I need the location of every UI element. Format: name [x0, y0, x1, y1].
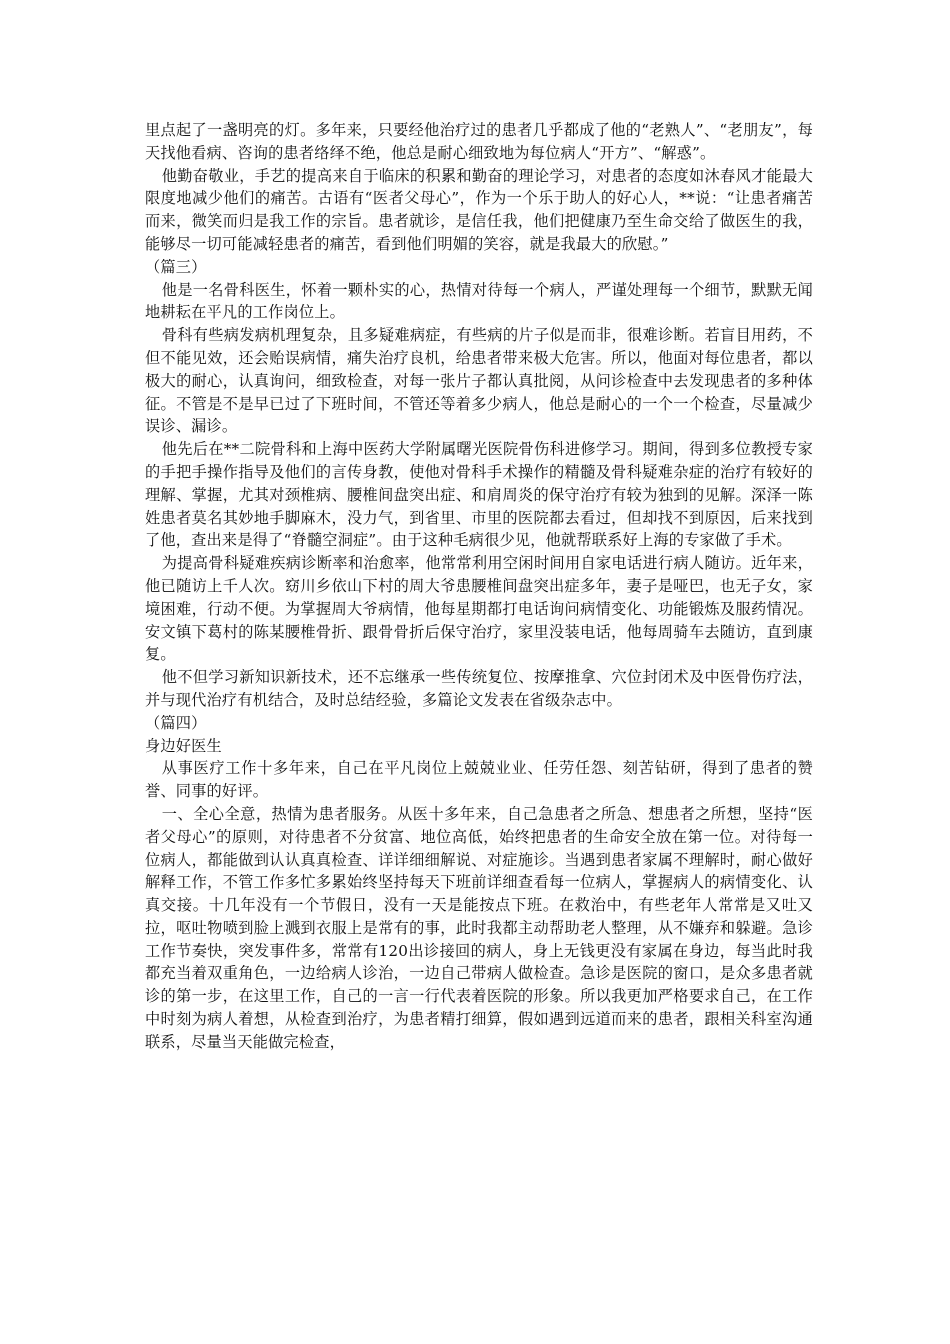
paragraph-career-intro: 从事医疗工作十多年来，自己在平凡岗位上兢兢业业、任劳任怨、刻苦钻研，得到了患者的赞誉、同事的好评。	[145, 759, 813, 801]
paragraph-follow-up: 为提高骨科疑难疾病诊断率和治愈率，他常常利用空闲时间用自家电话进行病人随访。近年来，他已随访上千人次。窈川乡依山下村的周大爷患腰椎间盘突出症多年，妻子是哑巴，也无子女，家境困难，行动不便。为掌握周大爷病情，他每星期都打电话询问病情变化、功能锻炼及服药情况。安文镇下葛村的陈某腰椎骨折、跟骨骨折后保守治疗，家里没装电话，他每周骑车去随访，直到康复。	[145, 554, 813, 664]
document-body	[145, 119, 813, 1054]
section-heading-part-three: （篇三）	[145, 257, 207, 276]
paragraph-traditional-methods: 他不但学习新知识新技术，还不忘继承一些传统复位、按摩推拿、穴位封闭术及中医骨伤疗法，并与现代治疗有机结合，及时总结经验，多篇论文发表在省级杂志中。	[145, 668, 813, 709]
paragraph-complex-cases: 骨科有些病发病机理复杂，且多疑难病症，有些病的片子似是而非，很难诊断。若盲目用药，不但不能见效，还会贻误病情，痛失治疗良机，给患者带来极大危害。所以，他面对每位患者，都以极大的耐心，认真询问，细致检查，对每一张片子都认真批阅，从问诊检查中去发现患者的多种体征。不管是不是早已过了下班时间，不管还等着多少病人，他总是耐心的一个一个检查，尽量减少误诊、漏诊。	[145, 326, 813, 436]
paragraph-serve-patients: 一、全心全意，热情为患者服务。从医十多年来，自己急患者之所急、想患者之所想，坚持“医者父母心”的原则，对待患者不分贫富、地位高低，始终把患者的生命安全放在第一位。对待每一位病人，都能做到认认真真检查、详详细细解说、对症施诊。当遇到患者家属不理解时，耐心做好解释工作，不管工作多忙多累始终坚持每天下班前详细查看每一位病人，掌握病人的病情变化、认真交接。十几年没有一个节假日，没有一天是能按点下班。在救治中，有些老年人常常是又吐又拉，呕吐物喷到脸上溅到衣服上是常有的事，此时我都主动帮助老人整理，从不嫌弃和躲避。急诊工作节奏快，突发事件多，常常有120出诊接回的病人，身上无钱更没有家属在身边，每当此时我都充当着双重角色，一边给病人诊治，一边自己带病人做检查。急诊是医院的窗口，是众多患者就诊的第一步，在这里工作，自己的一言一行代表着医院的形象。所以我更加严格要求自己，在工作中时刻为病人着想，从检查到治疗，为患者精打细算，假如遇到远道而来的患者，跟相关科室沟通联系，尽量当天能做完检查，	[145, 804, 813, 1051]
paragraph-training: 他先后在**二院骨科和上海中医药大学附属曙光医院骨伤科进修学习。期间，得到多位教授专家的手把手操作指导及他们的言传身教，使他对骨科手术操作的精髓及骨科疑难杂症的治疗有较好的理解、掌握，尤其对颈椎病、腰椎间盘突出症、和肩周炎的保守治疗有较为独到的见解。深泽一陈姓患者莫名其妙地手脚麻木，没力气，到省里、市里的医院都去看过，但却找不到原因，后来找到了他，查出来是得了“脊髓空洞症”。由于这种毛病很少见，他就帮联系好上海的专家做了手术。	[145, 440, 813, 550]
section-heading-part-four: （篇四）	[145, 713, 207, 732]
paragraph-diligence: 他勤奋敬业，手艺的提高来自于临床的积累和勤奋的理论学习，对患者的态度如沐春风才能最大限度地减少他们的痛苦。古语有“医者父母心”，作为一个乐于助人的好心人，**说：“让患者痛苦而来，微笑而归是我工作的宗旨。患者就诊，是信任我，他们把健康乃至生命交给了做医生的我，能够尽一切可能减轻患者的痛苦，看到他们明媚的笑容，就是我最大的欣慰。”	[145, 166, 813, 253]
paragraph-continuation: 里点起了一盏明亮的灯。多年来，只要经他治疗过的患者几乎都成了他的“老熟人”、“老朋友”，每天找他看病、咨询的患者络绎不绝，他总是耐心细致地为每位病人“开方”、“解惑”。	[145, 121, 813, 162]
paragraph-orthopedic-doctor: 他是一名骨科医生，怀着一颗朴实的心，热情对待每一个病人，严谨处理每一个细节，默默无闻地耕耘在平凡的工作岗位上。	[145, 280, 813, 322]
section-title-good-doctor: 身边好医生	[145, 736, 222, 755]
